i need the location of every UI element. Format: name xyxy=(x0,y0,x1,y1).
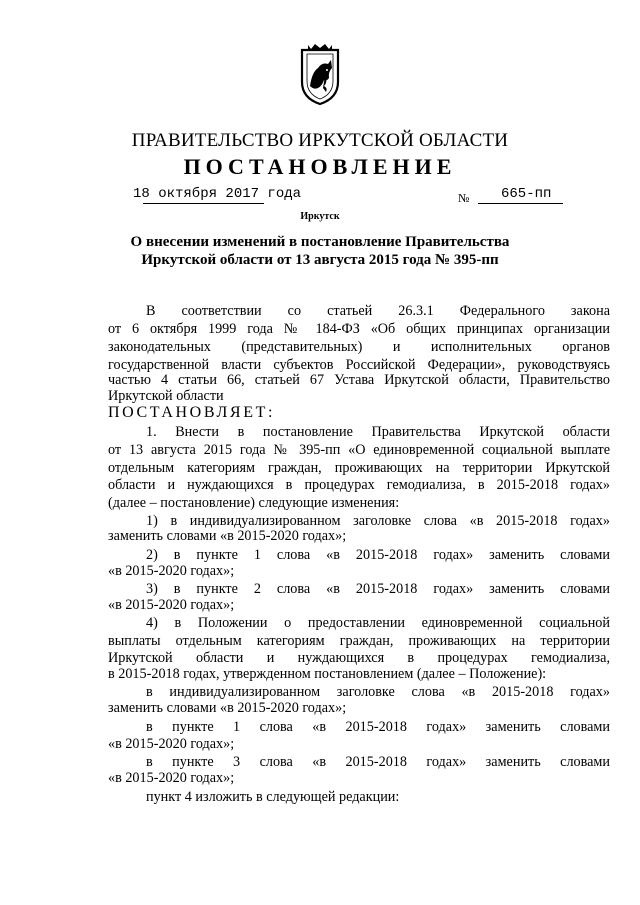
body-line: отдельным категориям граждан, проживающих на территории Иркутской xyxy=(108,460,610,476)
body-line: Иркутской области и нуждающихся в процедурах гемодиализа, xyxy=(108,650,610,666)
body-line: заменить словами «в 2015-2020 годах»; xyxy=(108,700,347,716)
body-line: «в 2015-2020 годах»; xyxy=(108,736,235,752)
body-line: в пункте 1 слова «в 2015-2018 годах» заменить словами xyxy=(146,719,610,735)
title-line-1: О внесении изменений в постановление Правительства xyxy=(130,234,510,250)
body-line: заменить словами «в 2015-2020 годах»; xyxy=(108,528,347,544)
body-line: от 13 августа 2015 года № 395-пп «О единовременной социальной выплате xyxy=(108,442,610,458)
date-underline xyxy=(143,203,264,204)
body-line: в 2015-2018 годах, утвержденном постановлением (далее – Положение): xyxy=(108,666,547,682)
preamble-line: частью 4 статьи 66, статьей 67 Устава Иркутской области, Правительство xyxy=(108,372,610,388)
preamble-line: от 6 октября 1999 года № 184-ФЗ «Об общих принципах организации xyxy=(108,321,610,337)
body-line: области и нуждающихся в процедурах гемодиализа, в 2015-2018 годах» xyxy=(108,477,610,493)
number-underline xyxy=(478,203,563,204)
body-line: в пункте 3 слова «в 2015-2018 годах» заменить словами xyxy=(146,754,610,770)
body-line: 3) в пункте 2 слова «в 2015-2018 годах» заменить словами xyxy=(146,581,610,597)
body-line: 2) в пункте 1 слова «в 2015-2018 годах» заменить словами xyxy=(146,547,610,563)
coat-of-arms-emblem xyxy=(298,42,342,106)
document-number: 665-пп xyxy=(501,186,552,202)
government-name: ПРАВИТЕЛЬСТВО ИРКУТСКОЙ ОБЛАСТИ xyxy=(131,130,509,151)
preamble-line: законодательных (представительных) и исполнительных органов xyxy=(108,339,610,355)
body-line: «в 2015-2020 годах»; xyxy=(108,597,235,613)
preamble-line: Иркутской области xyxy=(108,388,224,404)
body-line: в индивидуализированном заголовке слова «в 2015-2018 годах» xyxy=(146,684,610,700)
document-type: ПОСТАНОВЛЕНИЕ xyxy=(183,154,457,179)
preamble-line: В соответствии со статьей 26.3.1 Федерального закона xyxy=(146,303,610,319)
body-line: «в 2015-2020 годах»; xyxy=(108,563,235,579)
body-line: (далее – постановление) следующие изменения: xyxy=(108,495,400,511)
title-line-2: Иркутской области от 13 августа 2015 года № 395-пп xyxy=(141,252,499,268)
body-line: 1. Внести в постановление Правительства Иркутской области xyxy=(146,424,610,440)
city-name: Иркутск xyxy=(300,211,340,222)
resolves-heading: ПОСТАНОВЛЯЕТ: xyxy=(108,404,275,421)
document-date: 18 октября 2017 года xyxy=(133,186,302,202)
body-line: 1) в индивидуализированном заголовке слова «в 2015-2018 годах» xyxy=(146,513,610,529)
preamble-line: государственной власти субъектов Российской Федерации», руководствуясь xyxy=(108,357,610,373)
number-sign: № xyxy=(458,191,470,205)
body-line: пункт 4 изложить в следующей редакции: xyxy=(146,789,400,805)
body-line: выплаты отдельным категориям граждан, проживающих на территории xyxy=(108,633,610,649)
body-line: «в 2015-2020 годах»; xyxy=(108,770,235,786)
body-line: 4) в Положении о предоставлении единовременной социальной xyxy=(146,615,610,631)
